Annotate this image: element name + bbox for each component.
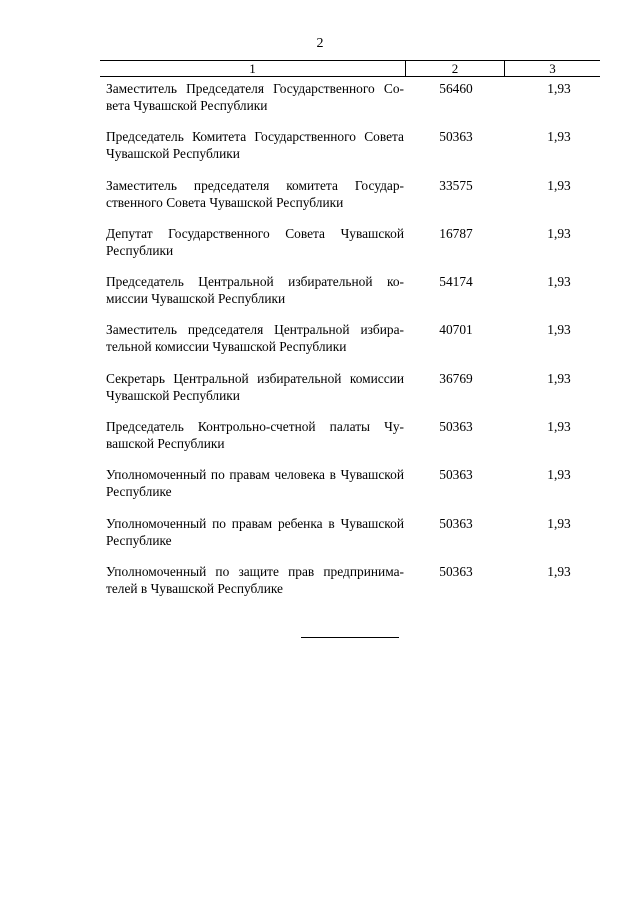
end-of-document-rule (301, 637, 399, 638)
table-body (100, 80, 600, 611)
positions-table (100, 60, 600, 611)
position-cell: Секретарь Центральной избирательной комиссии Чувашской Республики (106, 370, 404, 403)
amount-cell: 40701 (439, 322, 473, 338)
amount-cell: 50363 (439, 515, 473, 531)
position-cell: Председатель Комитета Государственного Совета Чувашской Республики (106, 129, 404, 162)
header-col-1: 1 (249, 61, 256, 76)
page-number: 2 (316, 36, 324, 51)
table-row (100, 321, 600, 369)
header-col-2: 2 (405, 61, 504, 76)
coefficient-cell: 1,93 (547, 419, 571, 435)
table-row (100, 515, 600, 563)
amount-cell: 36769 (439, 370, 473, 386)
position-cell: Уполномоченный по правам ребенка в Чувашской Республике (106, 515, 404, 548)
amount-cell: 54174 (439, 274, 473, 290)
coefficient-cell: 1,93 (547, 322, 571, 338)
table-header (100, 60, 600, 77)
amount-cell: 50363 (439, 419, 473, 435)
header-col-3: 3 (504, 61, 600, 76)
coefficient-cell: 1,93 (547, 225, 571, 241)
coefficient-cell: 1,93 (547, 515, 571, 531)
position-cell: Председатель Контрольно-счетной палаты Чувашской Республики (106, 419, 404, 452)
coefficient-cell: 1,93 (547, 81, 571, 96)
coefficient-cell: 1,93 (547, 563, 571, 579)
position-cell: Заместитель председателя комитета Государственного Совета Чувашской Республики (106, 177, 404, 210)
coefficient-cell: 1,93 (547, 129, 571, 145)
amount-cell: 50363 (439, 129, 473, 145)
table-row (100, 225, 600, 273)
table-row (100, 466, 600, 514)
table-row (100, 370, 600, 418)
table-row (100, 177, 600, 225)
coefficient-cell: 1,93 (547, 274, 571, 290)
position-cell: Заместитель председателя Центральной избирательной комиссии Чувашской Республики (106, 322, 404, 355)
coefficient-cell: 1,93 (547, 467, 571, 483)
table-row (100, 563, 600, 611)
position-cell: Уполномоченный по защите прав предпринимателей в Чувашской Республике (106, 563, 404, 596)
amount-cell: 56460 (439, 81, 473, 96)
table-row (100, 128, 600, 176)
position-cell: Председатель Центральной избирательной комиссии Чувашской Республики (106, 274, 404, 307)
table-row (100, 418, 600, 466)
coefficient-cell: 1,93 (547, 177, 571, 193)
amount-cell: 33575 (439, 177, 473, 193)
amount-cell: 16787 (439, 225, 473, 241)
amount-cell: 50363 (439, 467, 473, 483)
table-row (100, 273, 600, 321)
coefficient-cell: 1,93 (547, 370, 571, 386)
amount-cell: 50363 (439, 563, 473, 579)
position-cell: Уполномоченный по правам человека в Чувашской Республике (106, 467, 404, 500)
position-cell: Заместитель Председателя Государственного Совета Чувашской Республики (106, 81, 404, 113)
position-cell: Депутат Государственного Совета Чувашской Республики (106, 225, 404, 258)
table-row (100, 80, 600, 128)
